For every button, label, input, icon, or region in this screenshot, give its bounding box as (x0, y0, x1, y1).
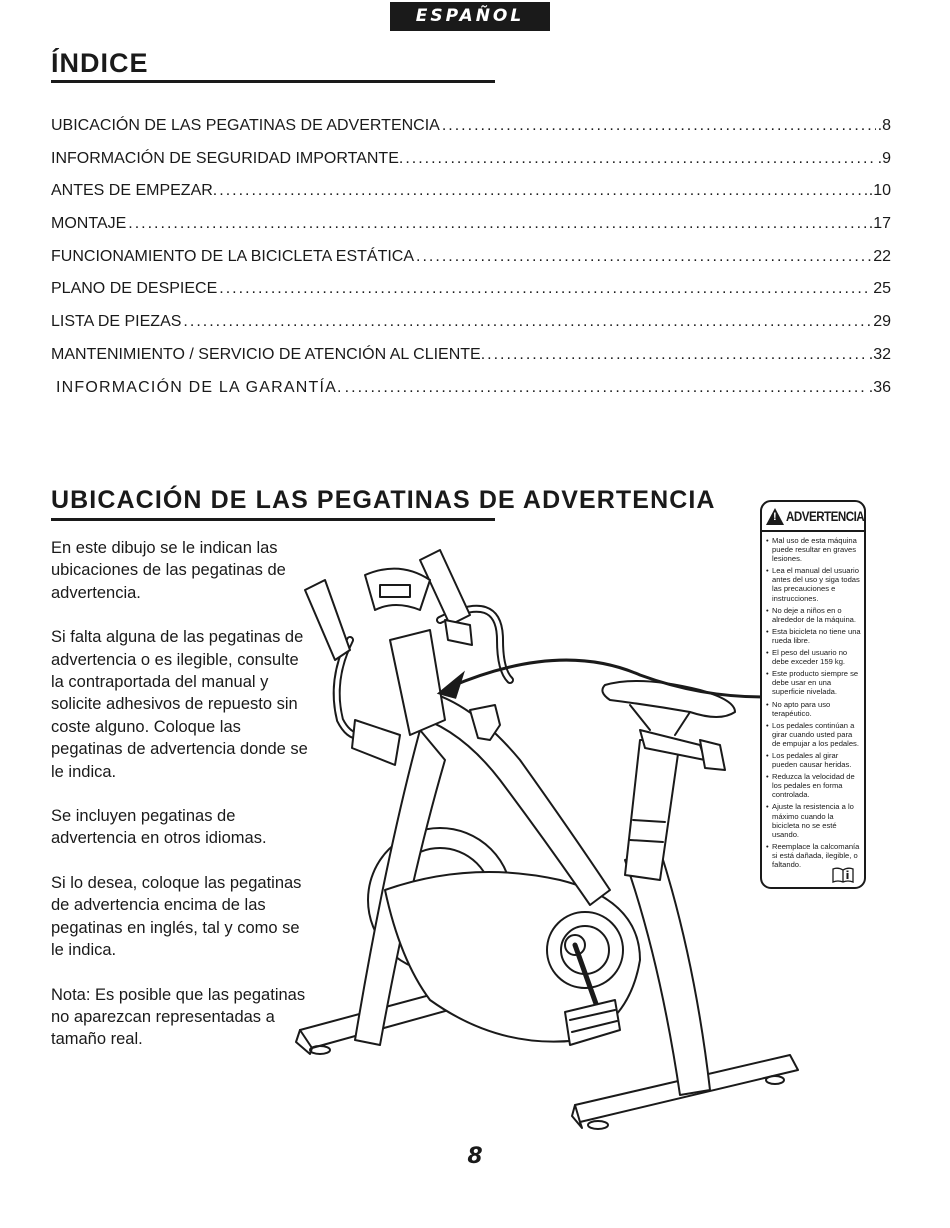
toc-entry-title: PLANO DE DESPIECE (51, 280, 218, 298)
toc-leader (405, 150, 875, 168)
toc-leader (128, 215, 866, 233)
warning-arrow (430, 625, 765, 705)
toc-entry-title: FUNCIONAMIENTO DE LA BICICLETA ESTÁTICA (51, 247, 415, 265)
body-paragraph: Si falta alguna de las pegatinas de advertencia o es ilegible, consulte la contraportada del manual y solicite adhesivos de repuesto sin coste alguno. Coloque las pegatinas de advertencia donde se le indica. (51, 628, 308, 781)
toc-entry-title: MONTAJE (51, 215, 127, 233)
warning-triangle-icon: ! (766, 508, 784, 525)
manual-book-icon (832, 867, 854, 883)
language-badge: ESPAÑOL (390, 2, 550, 31)
section-heading-rule (51, 518, 495, 521)
toc-entry[interactable] (51, 313, 891, 346)
toc-entry[interactable] (51, 248, 891, 281)
table-of-contents (51, 117, 891, 411)
toc-entry[interactable] (51, 117, 891, 150)
toc-entry[interactable] (51, 182, 891, 215)
body-paragraph: En este dibujo se le indican las ubicaciones de las pegatinas de advertencia. (51, 539, 286, 602)
toc-leader (442, 117, 876, 135)
toc-entry[interactable] (51, 379, 891, 412)
warning-item: • Los pedales al girar pueden causar heridas. (766, 751, 861, 769)
toc-entry[interactable] (51, 280, 891, 313)
warning-item: • El peso del usuario no debe exceder 159 kg. (766, 648, 861, 666)
section-body (51, 537, 311, 1073)
warning-item: • Reemplace la calcomanía si está dañada, ilegible, o faltando. (766, 842, 861, 869)
toc-entry-page: 22 (873, 247, 891, 265)
toc-entry-page: .10 (868, 182, 891, 200)
toc-entry-page: .17 (868, 215, 891, 233)
body-paragraph: Nota: Es posible que las pegatinas no aparezcan representadas a tamaño real. (51, 985, 306, 1049)
toc-entry[interactable] (51, 215, 891, 248)
toc-entry-title: INFORMACIÓN DE LA GARANTÍA. (56, 378, 343, 396)
toc-leader (219, 182, 867, 200)
warning-item: • Mal uso de esta máquina puede resultar en graves lesiones. (766, 536, 861, 563)
toc-leader (345, 379, 867, 397)
toc-leader (219, 280, 871, 298)
toc-leader (416, 248, 871, 266)
warning-item: • Los pedales continúan a girar cuando usted para de empujar a los pedales. (766, 721, 861, 748)
toc-entry-page: 25 (873, 280, 891, 298)
warning-sticker-header (762, 502, 864, 532)
warning-sticker-title: ADVERTENCIA (786, 508, 865, 524)
warning-item: • Ajuste la resistencia a lo máximo cuando la bicicleta no se esté usando. (766, 802, 861, 838)
toc-entry-title: UBICACIÓN DE LAS PEGATINAS DE ADVERTENCIA (51, 117, 440, 134)
warning-list (762, 532, 864, 869)
warning-item: • Esta bicicleta no tiene una rueda libre. (766, 627, 861, 645)
toc-entry[interactable] (51, 150, 891, 183)
toc-entry-page: 29 (873, 313, 891, 331)
toc-entry-page: .32 (868, 345, 891, 363)
toc-heading-rule (51, 80, 495, 83)
toc-heading: ÍNDICE (51, 48, 149, 78)
toc-entry-title: ANTES DE EMPEZAR. (51, 182, 218, 200)
toc-entry-page: .9 (877, 149, 891, 167)
body-paragraph: Si lo desea, coloque las pegatinas de advertencia encima de las pegatinas en inglés, tal y como se le indica. (51, 873, 302, 960)
warning-item: • Este producto siempre se debe usar en una superficie nivelada. (766, 669, 861, 696)
body-paragraph: Se incluyen pegatinas de advertencia en otros idiomas. (51, 807, 267, 848)
toc-entry-title: LISTA DE PIEZAS (51, 313, 182, 331)
toc-leader (487, 346, 867, 364)
toc-entry-page: .36 (868, 378, 891, 396)
section-heading: UBICACIÓN DE LAS PEGATINAS DE ADVERTENCIA (51, 486, 716, 514)
toc-entry-title: INFORMACIÓN DE SEGURIDAD IMPORTANTE. (51, 149, 404, 167)
toc-entry-title: MANTENIMIENTO / SERVICIO DE ATENCIÓN AL CLIENTE. (51, 345, 486, 363)
warning-item: • No deje a niños en o alrededor de la máquina. (766, 606, 861, 624)
toc-entry-page: .8 (877, 117, 891, 134)
toc-leader (183, 313, 871, 331)
warning-item: • Lea el manual del usuario antes del uso y siga todas las precauciones e instrucciones. (766, 566, 861, 602)
page-number: 8 (467, 1144, 483, 1169)
warning-item: • Reduzca la velocidad de los pedales en forma controlada. (766, 772, 861, 799)
toc-entry[interactable] (51, 346, 891, 379)
warning-sticker (760, 500, 866, 889)
warning-item: • No apto para uso terapéutico. (766, 700, 861, 718)
